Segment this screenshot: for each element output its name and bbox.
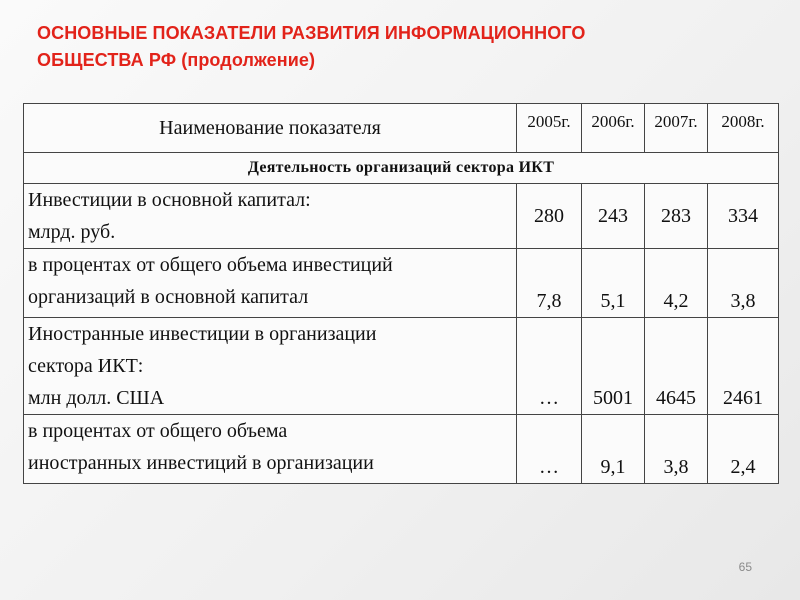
indicator-label-line: Инвестиции в основной капитал: <box>28 189 311 211</box>
indicator-label-line: в процентах от общего объема <box>28 420 288 442</box>
indicators-table <box>23 103 779 484</box>
column-header-year: 2006г. <box>582 104 645 153</box>
indicator-label <box>24 184 517 249</box>
indicator-label <box>24 249 517 318</box>
value-cell: 7,8 <box>517 249 582 318</box>
section-title: Деятельность организаций сектора ИКТ <box>24 153 779 184</box>
value-cell: 2,4 <box>708 415 779 484</box>
column-header-year: 2008г. <box>708 104 779 153</box>
indicator-label <box>24 415 517 484</box>
value-cell: 9,1 <box>582 415 645 484</box>
slide-title-line-1: ОСНОВНЫЕ ПОКАЗАТЕЛИ РАЗВИТИЯ ИНФОРМАЦИОННОГО <box>37 23 586 43</box>
section-header-row <box>24 153 779 184</box>
indicator-label-line: млрд. руб. <box>28 221 116 243</box>
indicator-label-line: иностранных инвестиций в организации <box>28 452 374 474</box>
value-cell: … <box>517 415 582 484</box>
column-header-year: 2005г. <box>517 104 582 153</box>
table-row <box>24 318 779 415</box>
value-cell: 5001 <box>582 318 645 415</box>
indicator-label-line: сектора ИКТ: <box>28 355 144 377</box>
value-cell: … <box>517 318 582 415</box>
value-cell: 283 <box>645 184 708 249</box>
slide-title <box>37 20 757 74</box>
indicator-label-line: Иностранные инвестиции в организации <box>28 323 377 345</box>
indicator-label-line: в процентах от общего объема инвестиций <box>28 254 393 276</box>
value-cell: 243 <box>582 184 645 249</box>
table-header-row <box>24 104 779 153</box>
slide-title-line-2: ОБЩЕСТВА РФ (продолжение) <box>37 50 316 70</box>
indicator-label-line: организаций в основной капитал <box>28 286 309 308</box>
indicator-label-line: млн долл. США <box>28 387 165 409</box>
value-cell: 4645 <box>645 318 708 415</box>
table-row <box>24 249 779 318</box>
table-row <box>24 415 779 484</box>
value-cell: 3,8 <box>645 415 708 484</box>
value-cell: 3,8 <box>708 249 779 318</box>
page-number: 65 <box>738 560 752 574</box>
value-cell: 334 <box>708 184 779 249</box>
value-cell: 5,1 <box>582 249 645 318</box>
value-cell: 4,2 <box>645 249 708 318</box>
indicator-label <box>24 318 517 415</box>
column-header-indicator: Наименование показателя <box>24 104 517 153</box>
table-row <box>24 184 779 249</box>
column-header-year: 2007г. <box>645 104 708 153</box>
value-cell: 280 <box>517 184 582 249</box>
value-cell: 2461 <box>708 318 779 415</box>
